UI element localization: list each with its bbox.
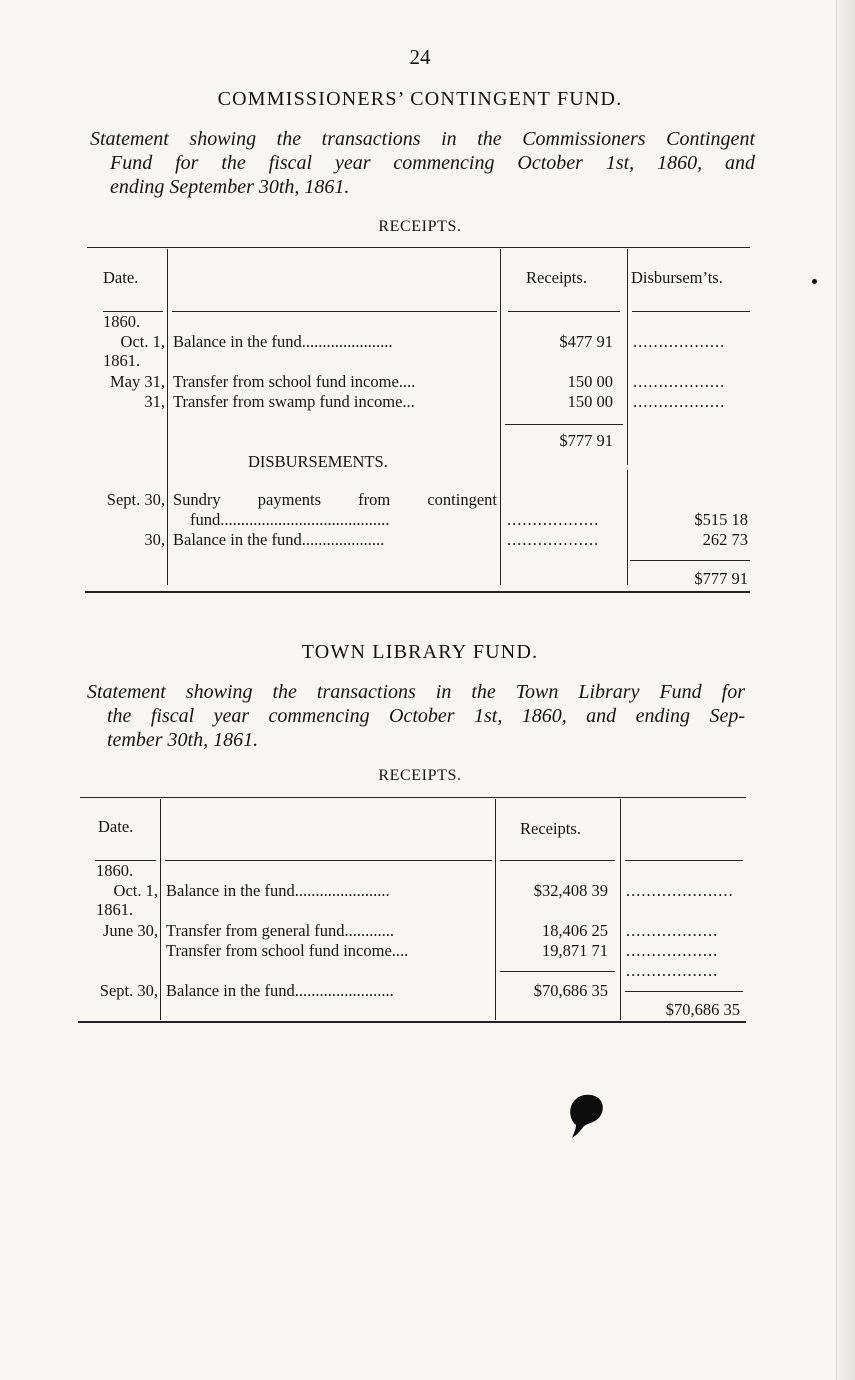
row-description: Balance in the fund........................ [166, 981, 394, 1000]
header-disbursements: Disbursem’ts. [631, 268, 723, 287]
statement-line: the fiscal year commencing October 1st, 1860, and ending Sep- [107, 705, 745, 727]
subtotal-rule [625, 991, 743, 992]
subtotal-rule [630, 560, 750, 561]
row-description: Sundry payments from contingent [173, 490, 497, 509]
commissioners-receipts-heading: RECEIPTS. [378, 218, 462, 235]
column-rule [167, 249, 168, 585]
commissioners-statement [90, 127, 755, 199]
row-receipt: .................. [507, 510, 600, 529]
header-rule [165, 860, 492, 861]
year-label: 1861. [96, 900, 134, 919]
row-description: Transfer from general fund............ [166, 921, 395, 940]
row-receipt: 150 00 [567, 372, 613, 391]
row-description: fund......................................... [190, 510, 390, 529]
header-rule [508, 311, 620, 312]
column-rule [160, 799, 161, 1020]
library-total: $70,686 35 [665, 1000, 740, 1019]
row-receipt: $70,686 35 [533, 981, 608, 1000]
header-rule [632, 311, 750, 312]
row-date: May 31, [110, 372, 165, 391]
column-rule [627, 249, 628, 465]
row-receipt: 150 00 [567, 392, 613, 411]
column-rule [495, 799, 496, 1020]
table-bottom-rule [78, 1021, 746, 1023]
ink-blot [568, 1093, 604, 1139]
row-receipt: $32,408 39 [533, 881, 608, 900]
total-disbursements: $777 91 [694, 569, 748, 588]
row-description: Balance in the fund.................... [173, 530, 385, 549]
library-fund-title: TOWN LIBRARY FUND. [301, 641, 539, 663]
header-receipts: Receipts. [526, 268, 587, 287]
statement-line: Statement showing the transactions in the Town Library Fund for [87, 681, 745, 703]
row-description: Transfer from school fund income.... [166, 941, 409, 960]
commissioners-fund-title: COMMISSIONERS’ CONTINGENT FUND. [217, 88, 623, 110]
page-edge [836, 0, 855, 1380]
row-description: Transfer from swamp fund income... [173, 392, 415, 411]
year-label: 1861. [103, 351, 141, 370]
row-date: June 30, [103, 921, 158, 940]
disbursements-heading: DISBURSEMENTS. [248, 452, 388, 471]
row-date: Oct. 1, [113, 881, 158, 900]
row-disbursement: 262 73 [702, 530, 748, 549]
year-label: 1860. [96, 861, 134, 880]
row-date: Sept. 30, [99, 981, 158, 1000]
row-disbursement: .................. [626, 961, 719, 980]
row-disbursement: .................. [626, 941, 719, 960]
column-rule [500, 249, 501, 585]
row-receipt: $477 91 [559, 332, 613, 351]
library-receipts-heading: RECEIPTS. [378, 767, 462, 784]
table-bottom-rule [85, 591, 750, 593]
row-disbursement: .................. [633, 392, 726, 411]
year-label: 1860. [103, 312, 141, 331]
row-disbursement: .................. [633, 372, 726, 391]
header-rule [500, 860, 615, 861]
row-receipt: 19,871 71 [542, 941, 608, 960]
header-receipts: Receipts. [520, 819, 581, 838]
row-description: Balance in the fund....................... [166, 881, 390, 900]
statement-line: Fund for the fiscal year commencing October 1st, 1860, and [110, 152, 755, 174]
statement-line: tember 30th, 1861. [107, 729, 259, 751]
header-date: Date. [103, 268, 139, 287]
header-rule [172, 311, 497, 312]
page-number: 24 [409, 45, 431, 69]
column-rule [620, 799, 621, 1020]
row-date: 31, [144, 392, 165, 411]
library-statement [87, 680, 745, 752]
row-description: Transfer from school fund income.... [173, 372, 416, 391]
table-top-rule [87, 247, 750, 248]
row-receipt: 18,406 25 [542, 921, 608, 940]
ink-dot [812, 279, 817, 284]
row-disbursement: $515 18 [694, 510, 748, 529]
statement-line: ending September 30th, 1861. [110, 176, 350, 198]
subtotal-rule [505, 424, 623, 425]
total-receipts: $777 91 [559, 431, 613, 450]
row-disbursement: .................. [626, 921, 719, 940]
row-receipt: .................. [507, 530, 600, 549]
row-date: Sept. 30, [106, 490, 165, 509]
row-disbursement: ..................... [626, 881, 734, 900]
table-top-rule [80, 797, 746, 798]
row-description: Balance in the fund...................... [173, 332, 393, 351]
header-rule [625, 860, 743, 861]
row-date: 30, [144, 530, 165, 549]
header-date: Date. [98, 817, 134, 836]
statement-line: Statement showing the transactions in the Commissioners Contingent [90, 128, 755, 150]
subtotal-rule [500, 971, 615, 972]
row-disbursement: .................. [633, 332, 726, 351]
column-rule [627, 470, 628, 585]
row-date: Oct. 1, [120, 332, 165, 351]
